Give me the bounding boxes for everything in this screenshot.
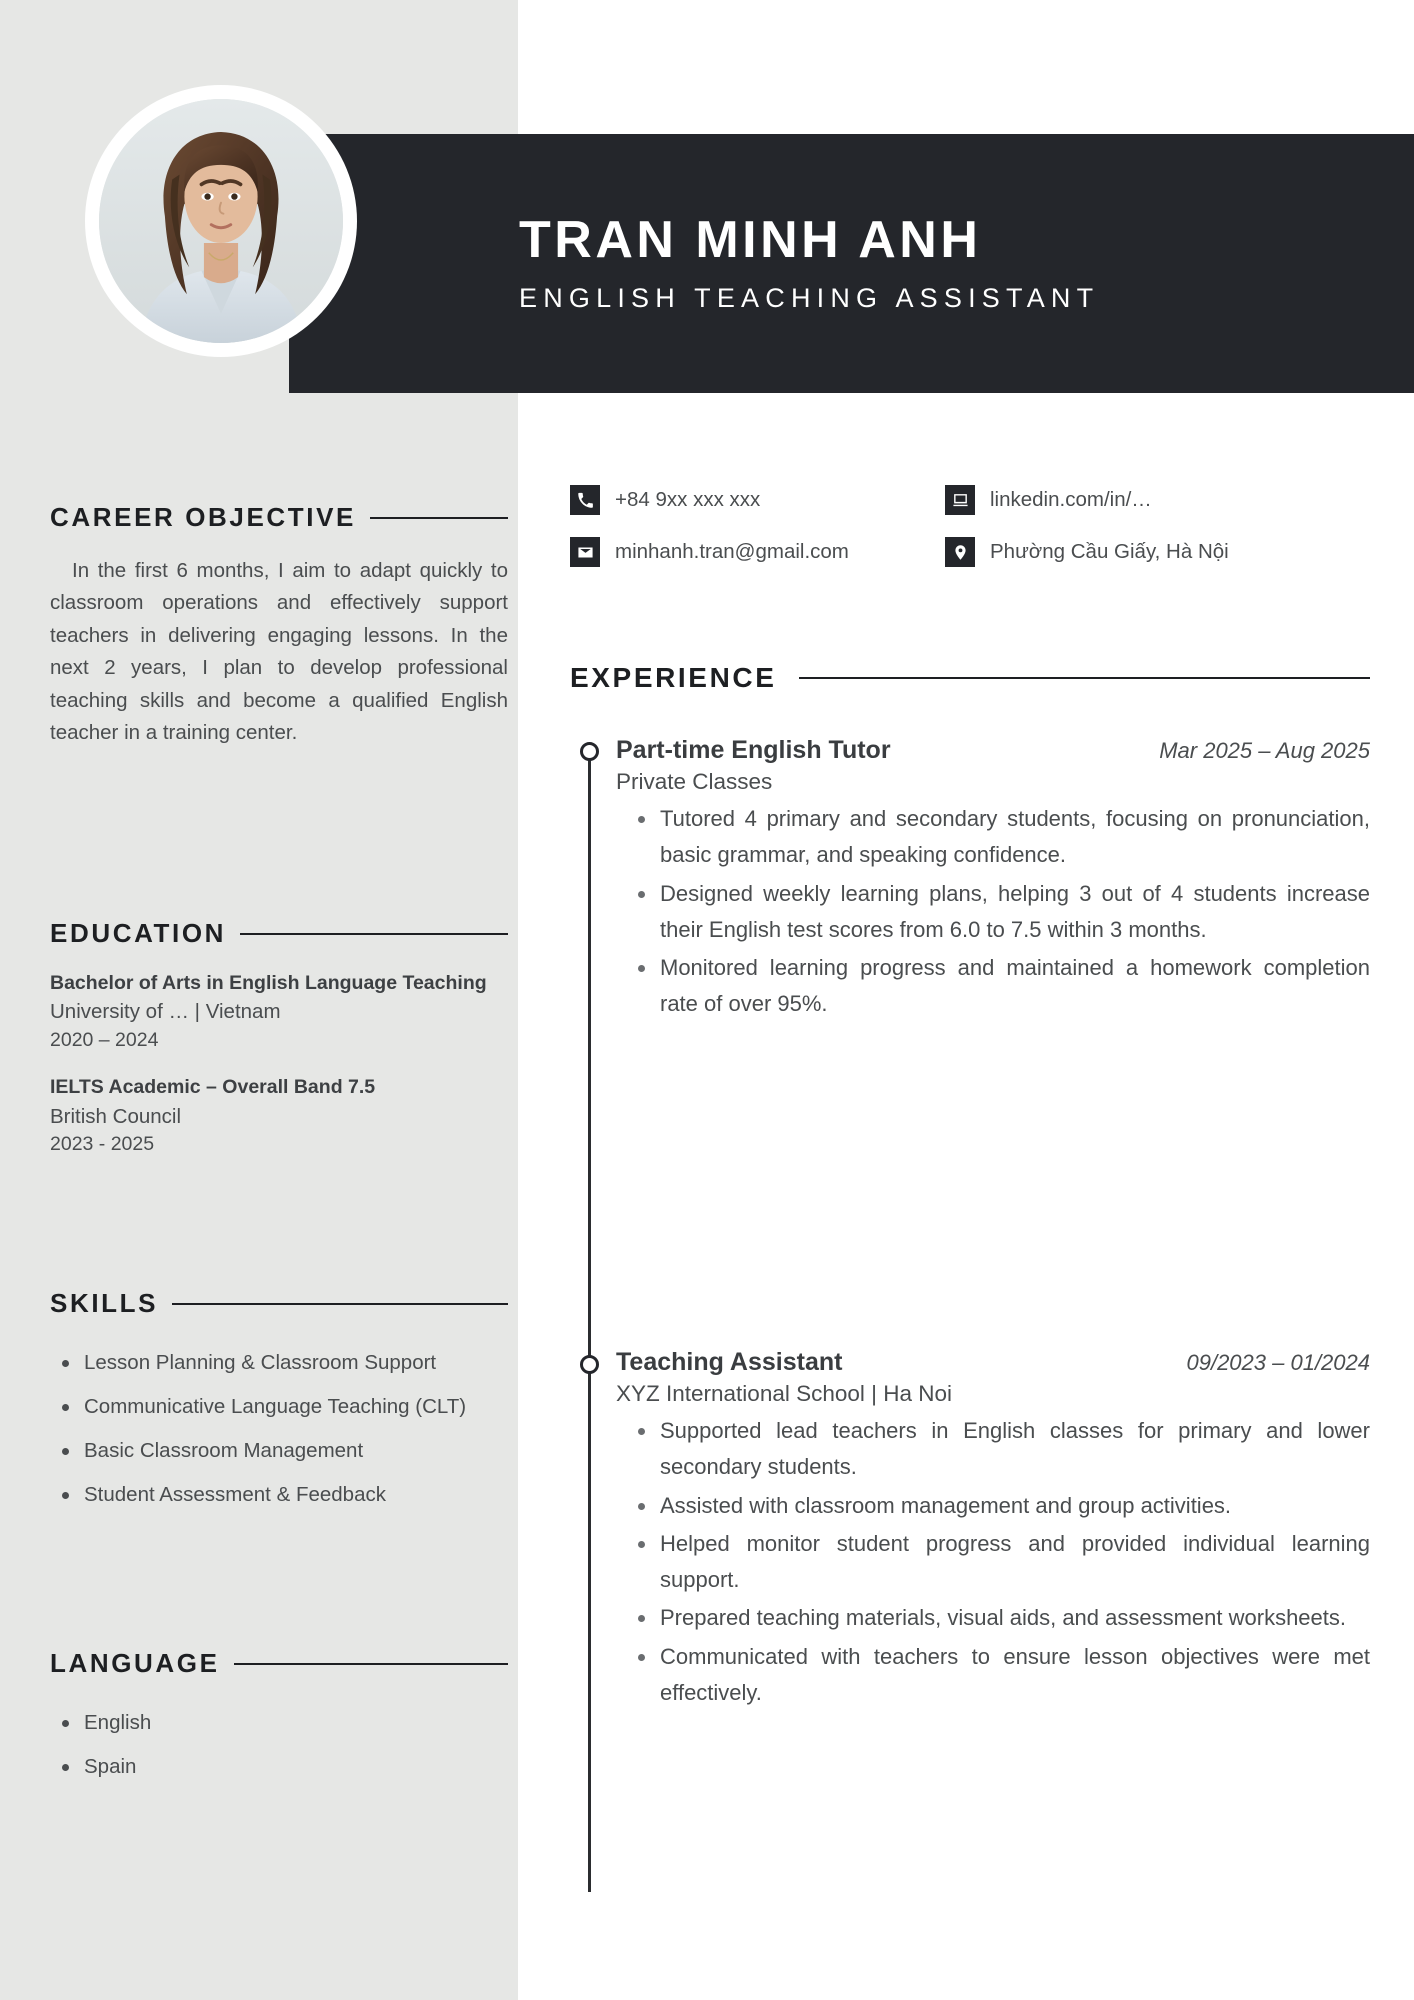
career-objective-heading-text: CAREER OBJECTIVE xyxy=(50,502,356,532)
experience-item xyxy=(616,736,1370,1025)
skills-list xyxy=(50,1343,508,1515)
list-item: Basic Classroom Management xyxy=(50,1431,508,1471)
contact-phone[interactable] xyxy=(570,485,945,515)
experience-item xyxy=(616,1348,1370,1713)
avatar xyxy=(85,85,357,357)
skills-heading xyxy=(50,1288,508,1319)
list-item: Designed weekly learning plans, helping 3 out of 4 students increase their English test scores from 6.0 to 7.5 within 3 months. xyxy=(616,876,1370,949)
heading-rule xyxy=(234,1663,508,1665)
envelope-icon xyxy=(570,537,600,567)
section-skills xyxy=(50,1288,508,1519)
section-education xyxy=(50,918,508,1158)
education-date: 2020 – 2024 xyxy=(50,1029,159,1052)
career-objective-heading xyxy=(50,502,508,533)
language-list xyxy=(50,1703,508,1787)
experience-heading xyxy=(570,662,1370,694)
education-title: IELTS Academic – Overall Band 7.5 xyxy=(50,1076,376,1099)
heading-rule xyxy=(172,1303,508,1305)
job-title: Teaching Assistant xyxy=(616,1348,843,1376)
heading-rule xyxy=(370,517,508,519)
list-item: Lesson Planning & Classroom Support xyxy=(50,1343,508,1383)
job-date: 09/2023 – 01/2024 xyxy=(1186,1350,1370,1375)
contact-linkedin[interactable] xyxy=(945,485,1370,515)
list-item: Supported lead teachers in English classes for primary and lower secondary students. xyxy=(616,1413,1370,1486)
list-item: Monitored learning progress and maintained a homework completion rate of over 95%. xyxy=(616,950,1370,1023)
experience-title-row xyxy=(616,736,1370,765)
education-item xyxy=(50,1075,508,1157)
job-date: Mar 2025 – Aug 2025 xyxy=(1159,738,1370,763)
education-subtitle: British Council xyxy=(50,1104,182,1128)
education-subtitle: University of … | Vietnam xyxy=(50,1000,281,1024)
education-date: 2023 - 2025 xyxy=(50,1133,155,1156)
map-pin-icon xyxy=(945,537,975,567)
timeline-dot xyxy=(580,1355,599,1374)
job-organization: Private Classes xyxy=(616,769,773,794)
timeline-dot xyxy=(580,742,599,761)
list-item: Prepared teaching materials, visual aids, and assessment worksheets. xyxy=(616,1600,1370,1636)
list-item: Helped monitor student progress and provided individual learning support. xyxy=(616,1526,1370,1599)
page-title: TRAN MINH ANH xyxy=(519,211,982,270)
list-item: Communicative Language Teaching (CLT) xyxy=(50,1387,508,1427)
monitor-icon xyxy=(945,485,975,515)
education-title: Bachelor of Arts in English Language Teaching xyxy=(50,972,487,994)
contact-email-text: minhanh.tran@gmail.com xyxy=(615,540,849,563)
list-item: English xyxy=(50,1703,508,1743)
contact-location[interactable] xyxy=(945,537,1370,567)
experience-heading-text: EXPERIENCE xyxy=(570,662,777,693)
contact-linkedin-text: linkedin.com/in/… xyxy=(990,488,1152,511)
contact-location-text: Phường Cầu Giấy, Hà Nội xyxy=(990,540,1229,563)
language-heading-text: LANGUAGE xyxy=(50,1648,220,1678)
list-item: Spain xyxy=(50,1747,508,1787)
education-heading xyxy=(50,918,508,949)
list-item: Student Assessment & Feedback xyxy=(50,1475,508,1515)
avatar-image xyxy=(99,99,343,343)
education-item xyxy=(50,971,508,1053)
phone-icon xyxy=(570,485,600,515)
skills-heading-text: SKILLS xyxy=(50,1288,159,1318)
job-title: Part-time English Tutor xyxy=(616,736,891,764)
career-objective-text: In the first 6 months, I aim to adapt quickly to classroom operations and effectively support teachers in delivering engaging lessons. In the next 2 years, I plan to develop professional teaching skills and become a qualified English teacher in a training center. xyxy=(50,559,508,744)
heading-rule xyxy=(799,677,1371,679)
job-bullets xyxy=(616,801,1370,1023)
section-language xyxy=(50,1648,508,1791)
timeline-line xyxy=(588,760,591,1892)
header-banner xyxy=(289,134,1414,393)
job-organization: XYZ International School | Ha Noi xyxy=(616,1381,953,1406)
experience-title-row xyxy=(616,1348,1370,1377)
section-career-objective xyxy=(50,502,508,749)
list-item: Communicated with teachers to ensure lesson objectives were met effectively. xyxy=(616,1639,1370,1712)
contact-info xyxy=(570,485,1370,567)
job-bullets xyxy=(616,1413,1370,1711)
language-heading xyxy=(50,1648,508,1679)
contact-phone-text: +84 9xx xxx xxx xyxy=(615,488,761,511)
list-item: Tutored 4 primary and secondary students, focusing on pronunciation, basic grammar, and speaking confidence. xyxy=(616,801,1370,874)
list-item: Assisted with classroom management and group activities. xyxy=(616,1488,1370,1524)
contact-email[interactable] xyxy=(570,537,945,567)
heading-rule xyxy=(240,933,508,935)
profile-role: ENGLISH TEACHING ASSISTANT xyxy=(519,282,1100,313)
education-heading-text: EDUCATION xyxy=(50,918,227,948)
